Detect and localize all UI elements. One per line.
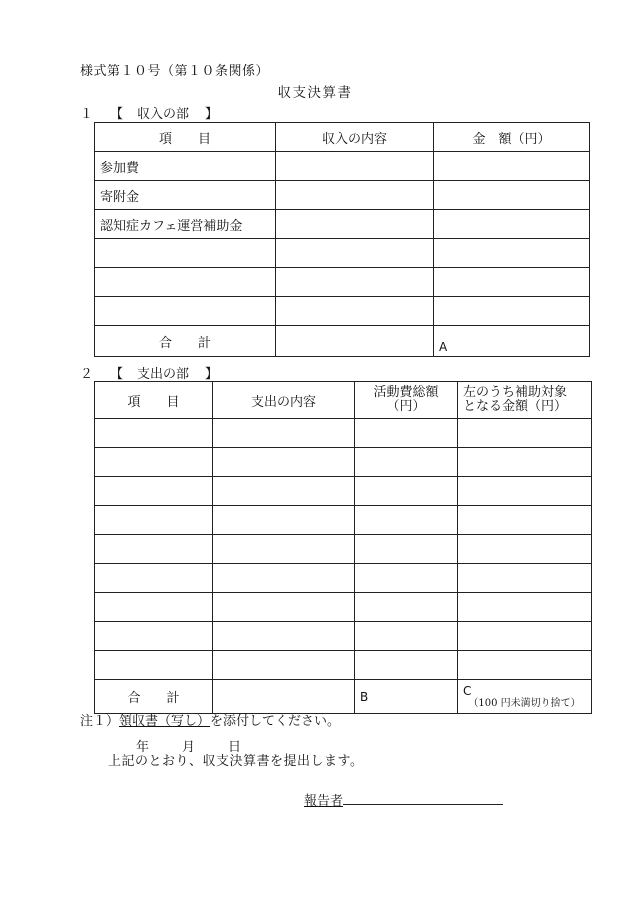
expense-content-cell[interactable] (213, 506, 355, 535)
income-total-amount-marker[interactable]: A (434, 326, 590, 357)
expense-item-cell[interactable] (95, 506, 213, 535)
table-row (95, 268, 590, 297)
expense-item-cell[interactable] (95, 448, 213, 477)
expense-header-subsidy (458, 382, 592, 419)
expense-header-content: 支出の内容 (213, 382, 355, 419)
income-total-content[interactable] (276, 326, 434, 357)
expense-total-amount-marker[interactable]: B (355, 680, 458, 714)
expense-total-subsidy-marker: C (463, 683, 472, 698)
note-suffix: を添付してください。 (210, 714, 341, 729)
date-year-label: 年 (136, 740, 150, 755)
income-total-row (95, 326, 590, 357)
expense-total-cell[interactable] (355, 651, 458, 680)
income-item-cell[interactable] (95, 268, 276, 297)
expense-item-cell[interactable] (95, 535, 213, 564)
expense-rounding-note: （100 円未満切り捨て） (468, 697, 581, 709)
income-amount-cell[interactable] (434, 152, 590, 181)
income-content-cell[interactable] (276, 152, 434, 181)
expense-total-row (95, 680, 592, 714)
income-bracket-open: 【 (110, 107, 124, 122)
income-header-amount: 金 額（円） (434, 123, 590, 152)
expense-subsidy-cell[interactable] (458, 593, 592, 622)
income-table (94, 122, 590, 357)
expense-content-cell[interactable] (213, 419, 355, 448)
expense-subsidy-cell[interactable] (458, 535, 592, 564)
expense-bracket-open: 【 (110, 367, 124, 382)
income-amount-cell[interactable] (434, 297, 590, 326)
expense-subsidy-cell[interactable] (458, 506, 592, 535)
table-row (95, 651, 592, 680)
table-row (95, 239, 590, 268)
expense-total-cell[interactable] (355, 593, 458, 622)
expense-content-cell[interactable] (213, 448, 355, 477)
income-item-cell[interactable]: 寄附金 (95, 181, 276, 210)
expense-total-cell[interactable] (355, 535, 458, 564)
expense-content-cell[interactable] (213, 535, 355, 564)
expense-item-cell[interactable] (95, 593, 213, 622)
expense-header-item: 項 目 (95, 382, 213, 419)
document-title: 収支決算書 (277, 85, 353, 101)
expense-total-cell[interactable] (355, 448, 458, 477)
expense-subsidy-cell[interactable] (458, 419, 592, 448)
income-header-item: 項 目 (95, 123, 276, 152)
expense-section-heading (80, 363, 218, 382)
table-row (95, 535, 592, 564)
income-content-cell[interactable] (276, 239, 434, 268)
form-number: 様式第１０号（第１０条関係） (80, 64, 270, 79)
income-section-heading (80, 103, 218, 122)
expense-total-cell[interactable] (355, 477, 458, 506)
income-item-cell[interactable]: 参加費 (95, 152, 276, 181)
expense-bracket-close: 】 (205, 367, 219, 382)
income-item-cell[interactable] (95, 297, 276, 326)
expense-total-cell[interactable] (355, 622, 458, 651)
table-row (95, 564, 592, 593)
expense-total-content[interactable] (213, 680, 355, 714)
expense-table (94, 381, 592, 714)
income-content-cell[interactable] (276, 297, 434, 326)
table-row (95, 622, 592, 651)
note-underlined-text: 領収書（写し） (119, 714, 211, 729)
expense-subsidy-cell[interactable] (458, 622, 592, 651)
expense-item-cell[interactable] (95, 622, 213, 651)
income-header-content: 収入の内容 (276, 123, 434, 152)
reporter-label: 報告者 (304, 794, 344, 809)
attachment-note (80, 710, 340, 729)
expense-content-cell[interactable] (213, 477, 355, 506)
expense-total-subsidy[interactable] (458, 680, 592, 714)
expense-item-cell[interactable] (95, 651, 213, 680)
expense-content-cell[interactable] (213, 622, 355, 651)
note-prefix: 注１） (80, 714, 120, 729)
income-amount-cell[interactable] (434, 210, 590, 239)
income-bracket-close: 】 (205, 107, 219, 122)
table-row (95, 419, 592, 448)
expense-total-cell[interactable] (355, 564, 458, 593)
table-row (95, 448, 592, 477)
table-row (95, 593, 592, 622)
expense-header-total (355, 382, 458, 419)
income-amount-cell[interactable] (434, 239, 590, 268)
expense-total-cell[interactable] (355, 506, 458, 535)
expense-subsidy-cell[interactable] (458, 477, 592, 506)
income-item-cell[interactable] (95, 239, 276, 268)
date-day-label: 日 (228, 740, 242, 755)
income-item-cell[interactable]: 認知症カフェ運営補助金 (95, 210, 276, 239)
expense-item-cell[interactable] (95, 419, 213, 448)
expense-header-total-line1: 活動費総額 (373, 385, 439, 400)
income-total-label: 合 計 (95, 326, 276, 357)
date-month-label: 月 (182, 740, 196, 755)
table-row (95, 181, 590, 210)
expense-header-subsidy-line2: となる金額（円） (463, 399, 568, 414)
expense-header-total-line2: （円） (386, 399, 426, 414)
table-row (95, 297, 590, 326)
expense-content-cell[interactable] (213, 564, 355, 593)
income-section-label: 収入の部 (137, 107, 190, 122)
expense-item-cell[interactable] (95, 564, 213, 593)
table-row (95, 210, 590, 239)
expense-subsidy-cell[interactable] (458, 651, 592, 680)
table-row (95, 506, 592, 535)
expense-header-row (95, 382, 592, 419)
income-section-number: １ (80, 107, 94, 122)
expense-header-subsidy-line1: 左のうち補助対象 (463, 385, 568, 400)
expense-content-cell[interactable] (213, 651, 355, 680)
expense-section-label: 支出の部 (137, 367, 190, 382)
expense-total-cell[interactable] (355, 419, 458, 448)
expense-total-label: 合 計 (95, 680, 213, 714)
income-content-cell[interactable] (276, 268, 434, 297)
expense-section-number: ２ (80, 367, 94, 382)
income-content-cell[interactable] (276, 210, 434, 239)
expense-subsidy-cell[interactable] (458, 448, 592, 477)
reporter-signature-line[interactable] (343, 792, 503, 805)
income-header-row (95, 123, 590, 152)
income-content-cell[interactable] (276, 181, 434, 210)
table-row (95, 477, 592, 506)
expense-content-cell[interactable] (213, 593, 355, 622)
expense-subsidy-cell[interactable] (458, 564, 592, 593)
reporter-field (304, 790, 503, 809)
expense-item-cell[interactable] (95, 477, 213, 506)
table-row (95, 152, 590, 181)
submit-statement: 上記のとおり、収支決算書を提出します。 (108, 754, 364, 769)
income-amount-cell[interactable] (434, 181, 590, 210)
income-amount-cell[interactable] (434, 268, 590, 297)
